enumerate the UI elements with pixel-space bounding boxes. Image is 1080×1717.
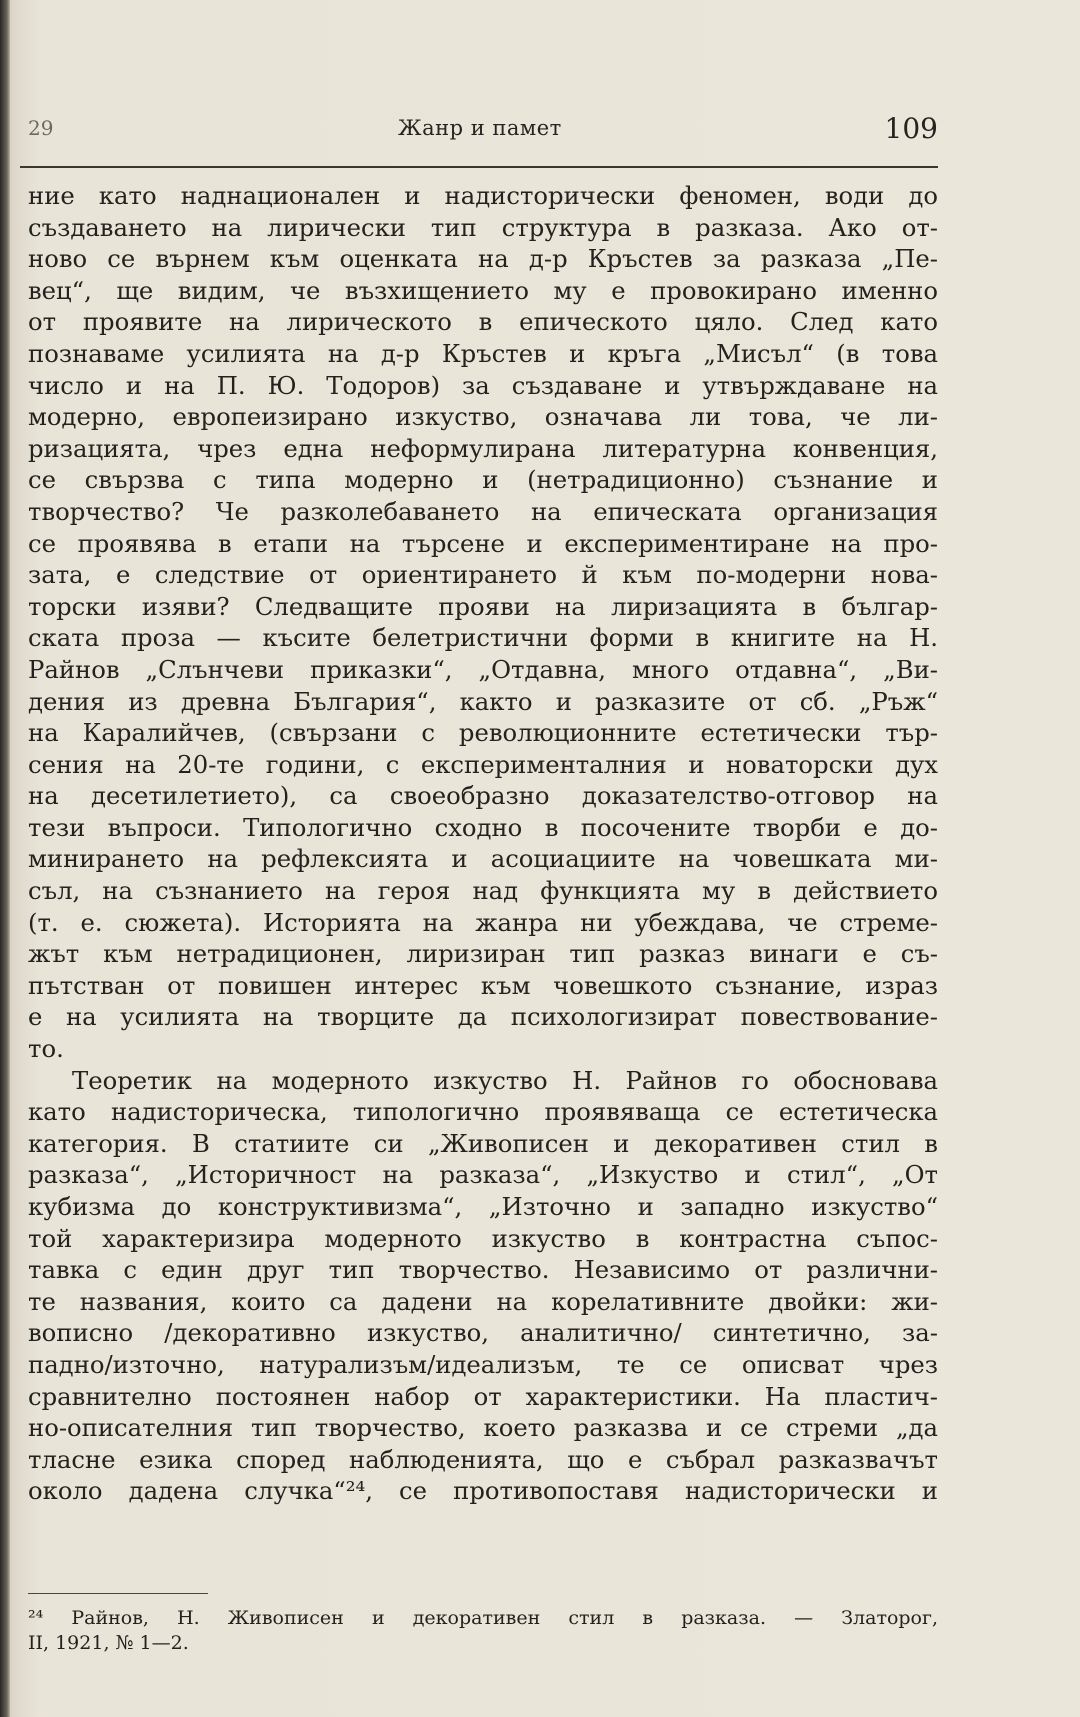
text-line: на десетилетието), са своеобразно доказателство-отговор на [28, 781, 938, 811]
footnote [28, 1606, 938, 1656]
text-line: на Каралийчев, (свързани с революционните естетически тър- [28, 718, 938, 748]
text-line: торски изяви? Следващите прояви на лиризацията в българ- [28, 591, 938, 621]
header-rule [20, 166, 938, 168]
page-header [28, 112, 938, 156]
text-line: познаваме усилията на д-р Кръстев и кръга „Мисъл“ (в това [28, 338, 938, 368]
book-spine-shadow [0, 0, 10, 1717]
text-line: ново се върнем към оценката на д-р Кръстев за разказа „Пе- [28, 244, 938, 274]
previous-page-number-fragment: 29 [28, 116, 54, 140]
text-line: ризацията, чрез една неформулирана литературна конвенция, [28, 433, 938, 463]
text-line: като надисторическа, типологично проявяваща се естетическа [28, 1097, 938, 1127]
text-line: от проявите на лирическото в епическото цяло. След като [28, 307, 938, 337]
text-line: модерно, европеизирано изкуство, означава ли това, че ли- [28, 402, 938, 432]
text-line: но-описателния тип творчество, което разказва и се стреми „да [28, 1413, 938, 1443]
text-line: сения на 20-те години, с експерименталния и новаторски дух [28, 749, 938, 779]
text-line: вописно /декоративно изкуство, аналитично/ синтетично, за- [28, 1318, 938, 1348]
text-line: творчество? Че разколебаването на епическата организация [28, 496, 938, 526]
text-line: вец“, ще видим, че възхищението му е провокирано именно [28, 275, 938, 305]
text-line: се свързва с типа модерно и (нетрадиционно) съзнание и [28, 465, 938, 495]
text-line: около дадена случка“²⁴, се противопоставя надисторически и [28, 1476, 938, 1506]
text-line: дения из древна България“, както и разказите от сб. „Ръж“ [28, 686, 938, 716]
text-line: той характеризира модерното изкуство в контрастна съпос- [28, 1223, 938, 1253]
text-line: тавка с един друг тип творчество. Независимо от различни- [28, 1255, 938, 1285]
footnote-rule [28, 1593, 208, 1594]
text-line-paragraph-start: Теоретик на модерното изкуство Н. Райнов го обосновава [72, 1065, 938, 1095]
text-line: падно/източно, натурализъм/идеализъм, те се описват чрез [28, 1349, 938, 1379]
text-line: число и на П. Ю. Тодоров) за създаване и утвърждаване на [28, 370, 938, 400]
text-line: те названия, които са дадени на корелативните двойки: жи- [28, 1286, 938, 1316]
text-line: кубизма до конструктивизма“, „Източно и западно изкуство“ [28, 1192, 938, 1221]
text-line: категория. В статиите си „Живописен и декоративен стил в [28, 1128, 938, 1158]
text-line: ската проза — късите белетристични форми в книгите на Н. [28, 623, 938, 653]
text-line: сравнително постоянен набор от характеристики. На пластич- [28, 1381, 938, 1411]
text-line: Райнов „Слънчеви приказки“, „Отдавна, много отдавна“, „Ви- [28, 654, 938, 684]
text-line: създаването на лирически тип структура в разказа. Ако от- [28, 212, 938, 242]
text-line: жът към нетрадиционен, лиризиран тип разказ винаги е съ- [28, 939, 938, 969]
text-line: тези въпроси. Типологично сходно в посочените творби е до- [28, 812, 938, 842]
footnote-line: ²⁴ Райнов, Н. Живописен и декоративен стил в разказа. — Златорог, [28, 1607, 938, 1629]
page-number: 109 [884, 112, 938, 145]
text-line: се проявява в етапи на търсене и експериментиране на про- [28, 528, 938, 558]
text-line: тласне езика според наблюденията, що е събрал разказвачът [28, 1444, 938, 1474]
footnote-line: II, 1921, № 1—2. [28, 1632, 189, 1654]
text-line: разказа“, „Историчност на разказа“, „Изкуство и стил“, „От [28, 1160, 938, 1190]
text-line: пътстван от повишен интерес към човешкото съзнание, израз [28, 970, 938, 1000]
text-line: съл, на съзнанието на героя над функцията му в действието [28, 876, 938, 906]
text-line: (т. е. сюжета). Историята на жанра ни убеждава, че стреме- [28, 907, 938, 937]
text-line: ние като наднационален и надисторически феномен, води до [28, 181, 938, 210]
body-text [28, 180, 938, 1507]
text-line: зата, е следствие от ориентирането й към по-модерни нова- [28, 560, 938, 590]
text-line: минирането на рефлексията и асоциациите на човешката ми- [28, 844, 938, 874]
text-line: е на усилията на творците да психологизират повествование- [28, 1002, 938, 1032]
running-title: Жанр и памет [398, 116, 562, 140]
text-line-paragraph-end: то. [28, 1034, 64, 1064]
